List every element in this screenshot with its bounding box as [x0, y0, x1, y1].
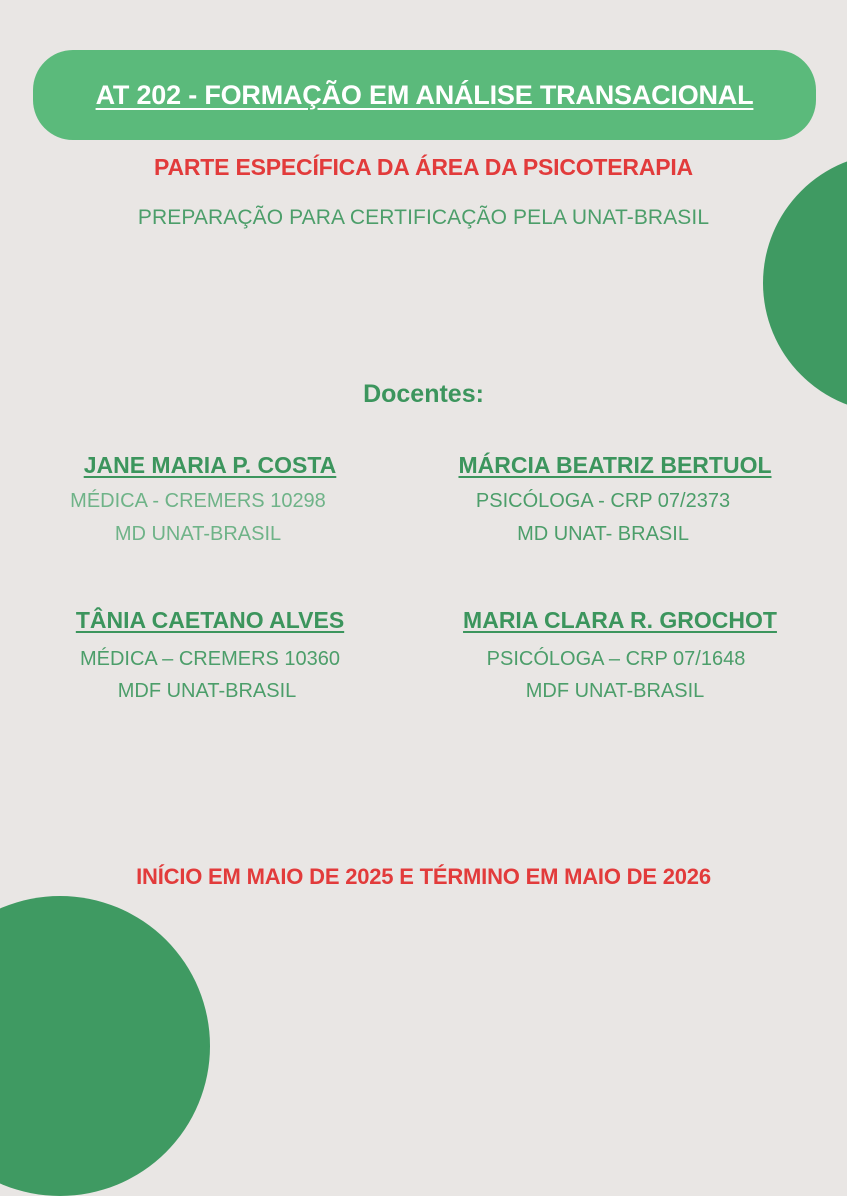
- teacher-title: MD UNAT- BRASIL: [517, 523, 689, 545]
- decorative-circle-bottom-left: [0, 896, 210, 1196]
- course-dates: INÍCIO EM MAIO DE 2025 E TÉRMINO EM MAIO DE 2026: [136, 864, 711, 889]
- teacher-credential: MÉDICA - CREMERS 10298: [70, 490, 326, 512]
- course-subtitle: PARTE ESPECÍFICA DA ÁREA DA PSICOTERAPIA: [154, 154, 693, 180]
- teacher-title: MDF UNAT-BRASIL: [117, 680, 297, 702]
- teacher-title: MD UNAT-BRASIL: [114, 523, 282, 545]
- certification-tagline: PREPARAÇÃO PARA CERTIFICAÇÃO PELA UNAT-BRASIL: [137, 206, 710, 229]
- teacher-name: MARIA CLARA R. GROCHOT: [463, 607, 777, 633]
- teacher-name: TÂNIA CAETANO ALVES: [75, 607, 345, 633]
- teacher-credential: PSICÓLOGA – CRP 07/1648: [486, 648, 746, 670]
- teacher-name: JANE MARIA P. COSTA: [83, 452, 337, 478]
- title-banner: [33, 50, 816, 140]
- course-title: AT 202 - FORMAÇÃO EM ANÁLISE TRANSACIONAL: [95, 79, 754, 110]
- teacher-credential: MÉDICA – CREMERS 10360: [79, 648, 341, 670]
- teacher-title: MDF UNAT-BRASIL: [525, 680, 705, 702]
- docentes-heading: Docentes:: [363, 380, 484, 408]
- decorative-circle-right: [763, 153, 847, 413]
- teacher-credential: PSICÓLOGA - CRP 07/2373: [475, 490, 731, 512]
- teacher-name: MÁRCIA BEATRIZ BERTUOL: [458, 452, 772, 478]
